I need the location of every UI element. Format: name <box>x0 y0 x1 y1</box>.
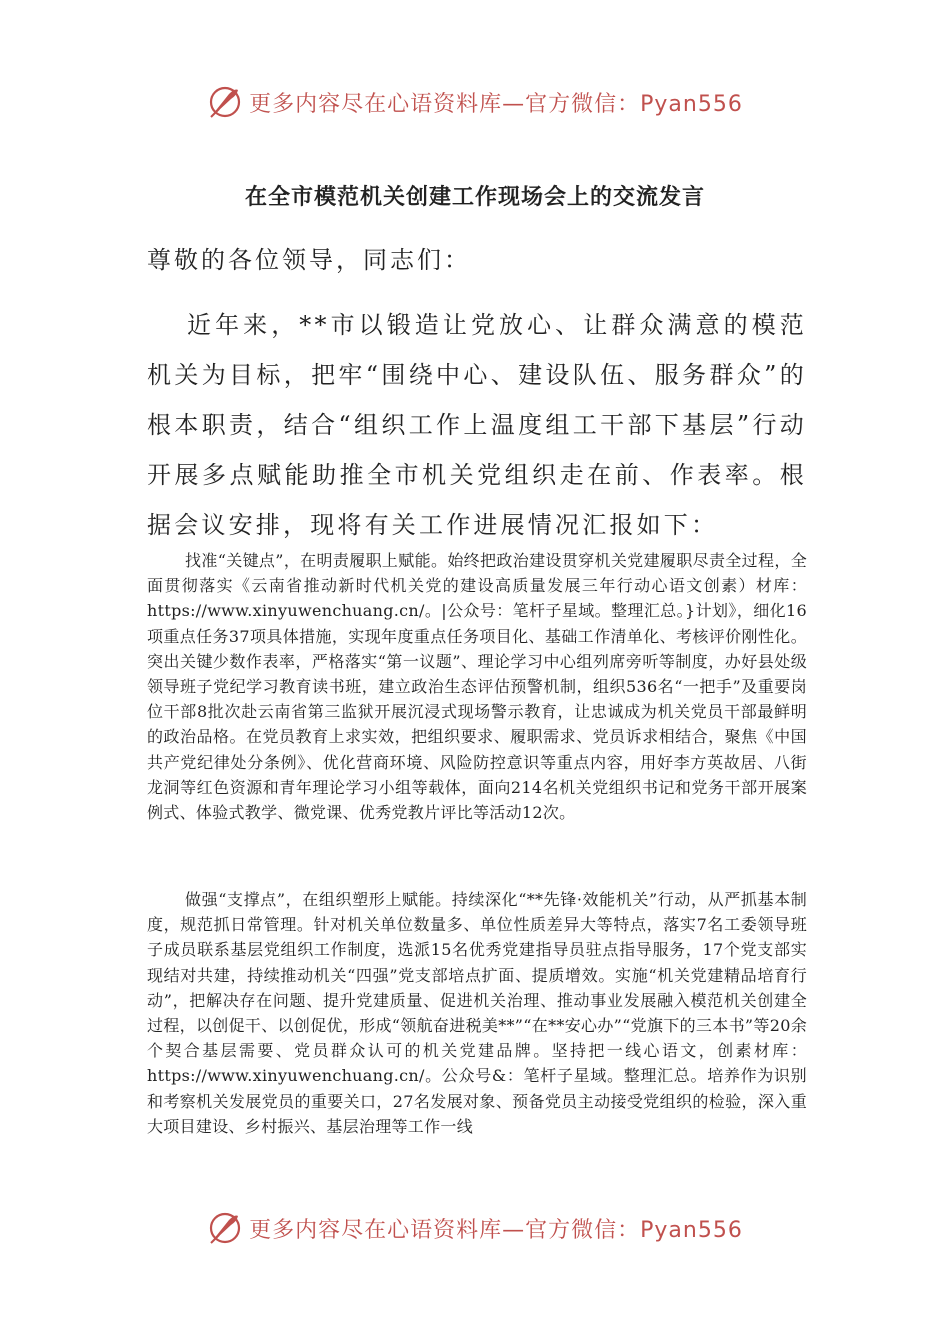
intro-paragraph: 近年来，**市以锻造让党放心、让群众满意的模范机关为目标，把牢“围绕中心、建设队伍、服务群众”的根本职责，结合“组织工作上温度组工干部下基层”行动开展多点赋能助推全市机关党组织走在前、作表率。根据会议安排，现将有关工作进展情况汇报如下： <box>147 311 807 539</box>
quill-logo-icon <box>207 1210 243 1246</box>
header-watermark-text: 更多内容尽在心语资料库—官方微信：Pyan556 <box>249 91 743 117</box>
body-paragraph-1: 找准“关键点”，在明责履职上赋能。始终把政治建设贯穿机关党建履职尽责全过程，全面贯彻落实《云南省推动新时代机关党的建设高质量发展三年行动心语文创素）材库：https://www.xinyuwenchuang.cn/。|公众号：笔杆子星域。整理汇总。}计划》，细化16项重点任务37项具体措施，实现年度重点任务项目化、基础工作清单化、考核评价刚性化。突出关键少数作表率，严格落实“第一议题”、理论学习中心组列席旁听等制度，办好县处级领导班子党纪学习教育读书班，建立政治生态评估预警机制，组织536名“一把手”及重要岗位干部8批次赴云南省第三监狱开展沉浸式现场警示教育，让忠诚成为机关党员干部最鲜明的政治品格。在党员教育上求实效，把组织要求、履职需求、党员诉求相结合，聚焦《中国共产党纪律处分条例》、优化营商环境、风险防控意识等重点内容，用好李方英故居、八街龙洞等红色资源和青年理论学习小组等载体，面向214名机关党组织书记和党务干部开展案例式、体验式教学、微党课、优秀党教片评比等活动12次。 <box>147 551 807 823</box>
document-title: 在全市模范机关创建工作现场会上的交流发言 <box>244 185 705 210</box>
salutation: 尊敬的各位领导，同志们： <box>147 246 471 274</box>
quill-logo-icon <box>207 84 243 120</box>
body-paragraph-2: 做强“支撑点”，在组织塑形上赋能。持续深化“**先锋·效能机关”行动，从严抓基本制度，规范抓日常管理。针对机关单位数量多、单位性质差异大等特点，落实7名工委领导班子成员联系基层党组织工作制度，选派15名优秀党建指导员驻点指导服务，17个党支部实现结对共建，持续推动机关“四强”党支部培点扩面、提质增效。实施“机关党建精品培育行动”，把解决存在问题、提升党建质量、促进机关治理、推动事业发展融入模范机关创建全过程，以创促干、以创促优，形成“领航奋进税美**”“在**安心办”“党旗下的三本书”等20余个契合基层需要、党员群众认可的机关党建品牌。坚持把一线心语文，创素材库：https://www.xinyuwenchuang.cn/。公众号&：笔杆子星域。整理汇总。培养作为识别和考察机关发展党员的重要关口，27名发展对象、预备党员主动接受党组织的检验，深入重大项目建设、乡村振兴、基层治理等工作一线 <box>147 890 807 1136</box>
footer-watermark-banner <box>0 1208 950 1248</box>
header-watermark-banner <box>0 82 950 122</box>
footer-watermark-text: 更多内容尽在心语资料库—官方微信：Pyan556 <box>249 1217 743 1243</box>
